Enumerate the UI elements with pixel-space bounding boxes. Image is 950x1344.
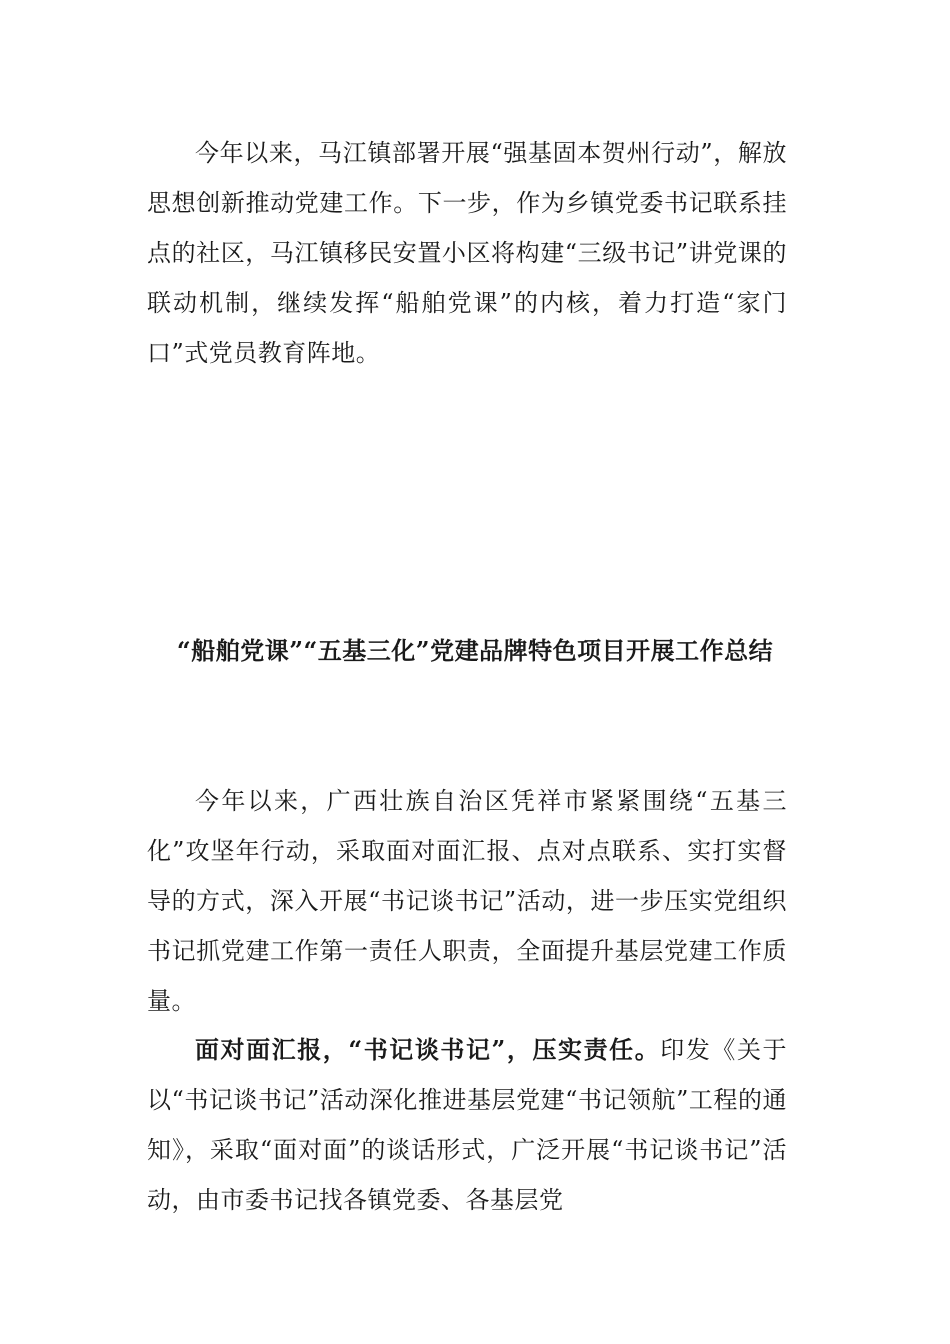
document-title: “船舶党课”“五基三化”党建品牌特色项目开展工作总结 [176,636,774,665]
paragraph-3-body: 印发《关于以“书记谈书记”活动深化推进基层党建“书记领航”工程的通知》，采取“面对面”的谈话形式，广泛开展“书记谈书记”活动，由市委书记找各镇党委、各基层党 [147,1036,788,1214]
paragraph-block-2 [147,776,787,1026]
paragraph-2: 今年以来，广西壮族自治区凭祥市紧紧围绕“五基三化”攻坚年行动，采取面对面汇报、点对点联系、实打实督导的方式，深入开展“书记谈书记”活动，进一步压实党组织书记抓党建工作第一责任人职责，全面提升基层党建工作质量。 [147,787,787,1015]
paragraph-block-1 [147,128,787,378]
paragraph-3-lead: 面对面汇报，“书记谈书记”，压实责任。 [195,1035,661,1064]
paragraph-3 [147,1025,787,1225]
paragraph-1: 今年以来，马江镇部署开展“强基固本贺州行动”，解放思想创新推动党建工作。下一步，作为乡镇党委书记联系挂点的社区，马江镇移民安置小区将构建“三级书记”讲党课的联动机制，继续发挥“船舶党课”的内核，着力打造“家门口”式党员教育阵地。 [147,139,787,367]
paragraph-block-3 [147,1025,787,1225]
